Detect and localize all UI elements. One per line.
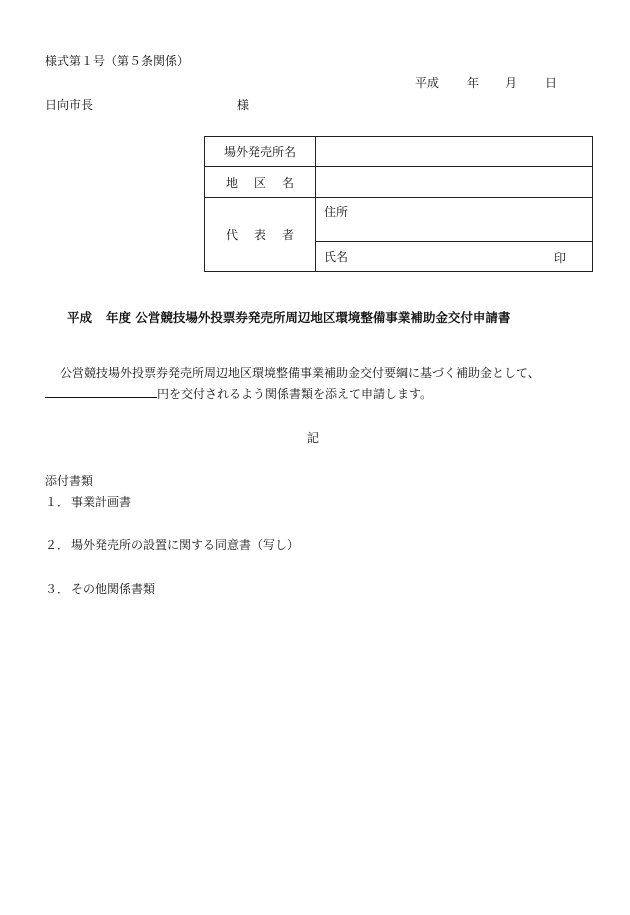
district-name-field[interactable] (316, 167, 593, 197)
representative-name-field[interactable] (316, 241, 593, 271)
address-label: 住所 (324, 204, 349, 219)
document-title (67, 308, 510, 326)
district-name-row (205, 167, 593, 197)
seal-mark: 印 (553, 250, 566, 265)
representative-address-row (205, 197, 593, 241)
attachment-number: ３． (45, 582, 70, 596)
attachment-item (45, 536, 299, 553)
name-label: 氏名 (324, 249, 349, 264)
date-day-label: 日 (545, 76, 558, 90)
date-line (415, 74, 557, 91)
venue-name-field[interactable] (316, 137, 593, 167)
body-text-line-2-suffix: 円を交付されるよう関係書類を添えて申請します。 (157, 387, 433, 401)
district-name-label: 地 区 名 (205, 167, 316, 197)
date-month-label: 月 (505, 76, 518, 90)
attachment-text: 事業計画書 (71, 495, 132, 509)
venue-name-row (205, 137, 593, 167)
attachment-item (45, 493, 131, 510)
attachment-text: 場外発売所の設置に関する同意書（写し） (71, 538, 300, 552)
representative-label: 代 表 者 (205, 197, 316, 271)
venue-name-label: 場外発売所名 (205, 137, 316, 167)
amount-blank-field[interactable] (45, 384, 157, 398)
note-mark: 記 (307, 431, 320, 445)
body-text-line-1: 公営競技場外投票券発売所周辺地区環境整備事業補助金交付要綱に基づく補助金として、 (60, 366, 540, 380)
addressee-honorific: 様 (237, 98, 250, 112)
title-text: 年度 公営競技場外投票券発売所周辺地区環境整備事業補助金交付申請書 (106, 310, 511, 325)
attachment-number: ２． (45, 538, 70, 552)
date-era: 平成 (415, 76, 440, 90)
attachment-text: その他関係書類 (71, 582, 156, 596)
date-year-label: 年 (467, 76, 480, 90)
title-era: 平成 (67, 310, 93, 325)
representative-address-field[interactable] (316, 197, 593, 241)
applicant-table (204, 136, 593, 272)
attachment-number: １． (45, 495, 70, 509)
attachment-item (45, 580, 155, 597)
body-text-line-2 (45, 384, 432, 402)
form-number: 様式第１号（第５条関係） (45, 54, 190, 68)
addressee: 日向市長 (45, 98, 94, 112)
attachments-heading: 添付書類 (45, 474, 94, 488)
